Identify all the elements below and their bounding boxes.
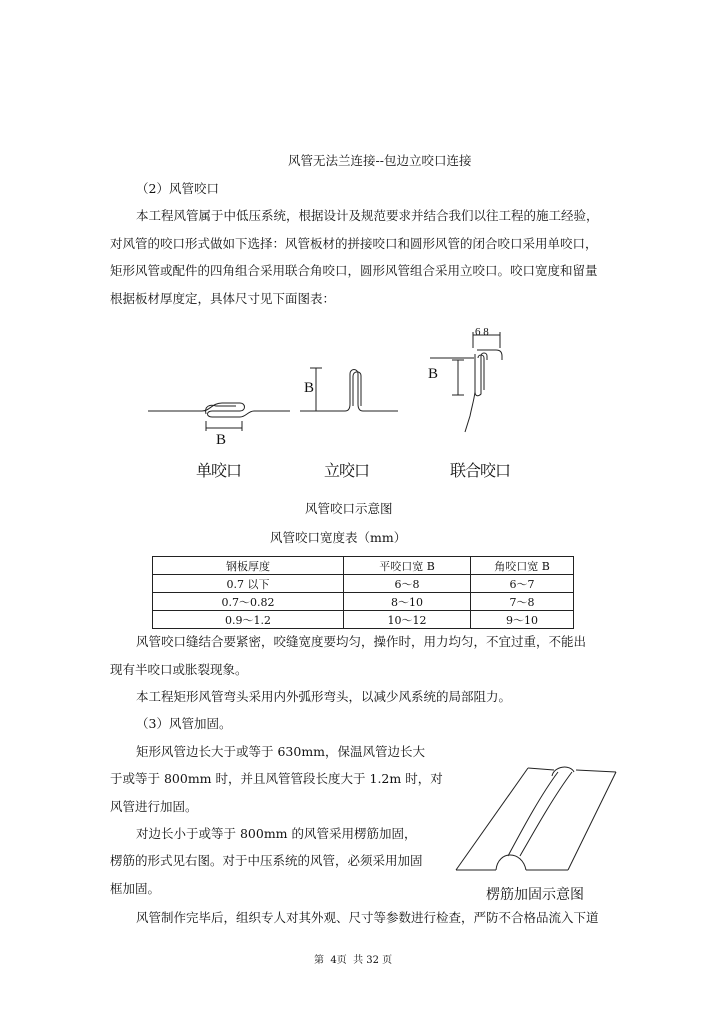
corner-seam-drawing: [430, 332, 502, 432]
standing-seam-dim-label: B: [304, 380, 315, 396]
paragraph-line: 楞筋的形式见右图。对于中压系统的风管，必须采用加固: [110, 853, 423, 868]
figure-caption-top: 风管无法兰连接--包边立咬口连接: [288, 153, 472, 168]
paragraph-line: 本工程风管属于中低压系统，根据设计及规范要求并结合我们以往工程的施工经验，: [136, 208, 599, 223]
table-title: 风管咬口宽度表（mm）: [270, 530, 407, 545]
table-cell: 6～7: [471, 575, 574, 593]
paragraph-line: 风管咬口缝结合要紧密，咬缝宽度要均匀，操作时，用力均匀，不宜过重，不能出: [136, 634, 587, 649]
table-cell: 8～10: [344, 593, 471, 611]
table-row: [153, 575, 574, 593]
table-row: [153, 593, 574, 611]
figure-caption: 风管咬口示意图: [305, 501, 393, 516]
table-cell: 0.9～1.2: [153, 611, 344, 629]
paragraph-line: 现有半咬口或胀裂现象。: [110, 662, 248, 677]
paragraph-line: 风管进行加固。: [110, 799, 198, 814]
section-heading-3: （3）风管加固。: [136, 716, 232, 731]
seam-diagram: [140, 318, 560, 478]
single-seam-drawing: [148, 403, 290, 431]
label-single-seam: 单咬口: [196, 461, 242, 480]
table-header: 角咬口宽 B: [471, 557, 574, 575]
corner-seam-dim-68: 6 8: [475, 326, 489, 338]
page-footer: 第 4页 共 32 页: [314, 955, 393, 966]
table-header-row: [153, 557, 574, 575]
table-cell: 7～8: [471, 593, 574, 611]
label-corner-seam: 联合咬口: [450, 461, 511, 480]
paragraph-line: 矩形风管边长大于或等于 630mm，保温风管边长大: [136, 744, 426, 759]
paragraph-line: 矩形风管或配件的四角组合采用联合角咬口，圆形风管组合采用立咬口。咬口宽度和留量: [110, 263, 598, 278]
paragraph-line: 本工程矩形风管弯头采用内外弧形弯头，以减少风系统的局部阻力。: [136, 689, 512, 704]
seam-width-table: [152, 556, 574, 629]
paragraph-line: 对风管的咬口形式做如下选择：风管板材的拼接咬口和圆形风管的闭合咬口采用单咬口，: [110, 236, 598, 251]
table-header: 平咬口宽 B: [344, 557, 471, 575]
table-header: 钢板厚度: [153, 557, 344, 575]
corner-seam-dim-label: B: [428, 366, 439, 382]
table-cell: 0.7～0.82: [153, 593, 344, 611]
table-cell: 10～12: [344, 611, 471, 629]
single-seam-dim-label: B: [216, 432, 227, 448]
paragraph-line: 风管制作完毕后，组织专人对其外观、尺寸等参数进行检查，严防不合格品流入下道: [136, 910, 599, 925]
table-cell: 9～10: [471, 611, 574, 629]
label-standing-seam: 立咬口: [324, 461, 370, 480]
rib-figure-caption: 楞筋加固示意图: [486, 887, 584, 903]
paragraph-line: 框加固。: [110, 881, 161, 896]
table-cell: 6～8: [344, 575, 471, 593]
standing-seam-drawing: [300, 368, 398, 411]
paragraph-line: 根据板材厚度定，具体尺寸见下面图表：: [110, 291, 336, 306]
section-heading-2: （2）风管咬口: [136, 181, 219, 196]
rib-reinforcement-drawing: [450, 760, 620, 878]
paragraph-line: 于或等于 800mm 时，并且风管管段长度大于 1.2m 时，对: [110, 771, 443, 786]
table-cell: 0.7 以下: [153, 575, 344, 593]
table-row: [153, 611, 574, 629]
paragraph-line: 对边长小于或等于 800mm 的风管采用楞筋加固，: [136, 826, 417, 841]
